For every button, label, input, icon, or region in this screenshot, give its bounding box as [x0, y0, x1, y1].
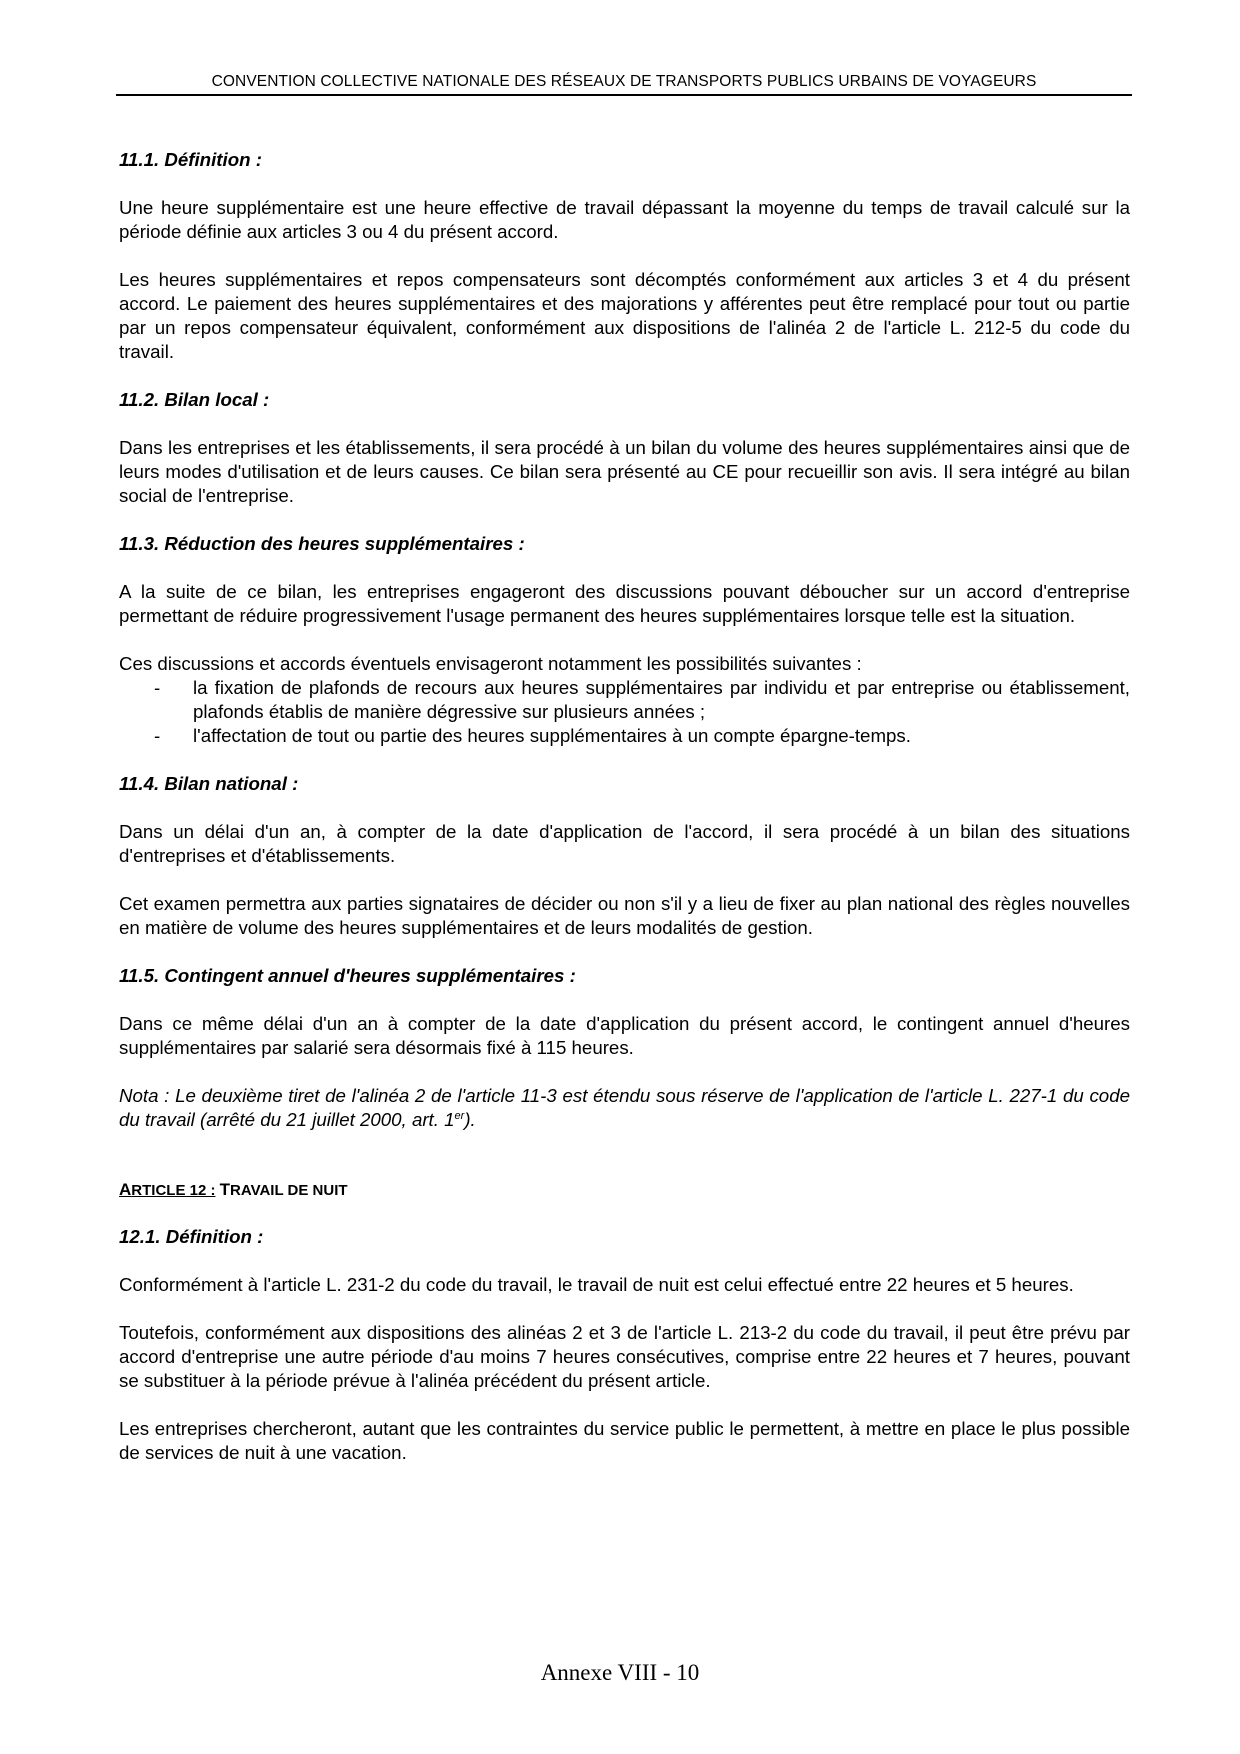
running-header: CONVENTION COLLECTIVE NATIONALE DES RÉSEAUX DE TRANSPORTS PUBLICS URBAINS DE VOYAGEURS	[211, 73, 1037, 90]
nota-text-end: ).	[464, 1109, 476, 1130]
document-body	[119, 148, 1130, 1465]
paragraph: Dans ce même délai d'un an à compter de la date d'application du présent accord, le contingent annuel d'heures supplémentaires par salarié sera désormais fixé à 115 heures.	[119, 1013, 1130, 1058]
section-heading-11-3: 11.3. Réduction des heures supplémentaires :	[119, 533, 525, 554]
bullet-list	[119, 676, 1130, 748]
paragraph: Une heure supplémentaire est une heure effective de travail dépassant la moyenne du temps de travail calculé sur la période définie aux articles 3 ou 4 du présent accord.	[119, 197, 1130, 242]
page-footer: Annexe VIII - 10	[540, 1660, 700, 1685]
article-12-title	[119, 1180, 1130, 1201]
list-item-text: la fixation de plafonds de recours aux heures supplémentaires par individu et par entreprise ou établissement, plafonds établis de manière dégressive sur plusieurs années ;	[193, 677, 1130, 722]
paragraph: Dans les entreprises et les établissements, il sera procédé à un bilan du volume des heures supplémentaires ainsi que de leurs modes d'utilisation et de leurs causes. Ce bilan sera présenté au CE pour recueillir son avis. Il sera intégré au bilan social de l'entreprise.	[119, 437, 1130, 506]
dash-marker: -	[154, 677, 161, 698]
paragraph: Ces discussions et accords éventuels envisageront notamment les possibilités suivantes :	[119, 653, 862, 674]
paragraph: Toutefois, conformément aux dispositions des alinéas 2 et 3 de l'article L. 213-2 du code du travail, il peut être prévu par accord d'entreprise une autre période d'au moins 7 heures consécutives, comprise entre 22 heures et 7 heures, pouvant se substituer à la période prévue à l'alinéa précédent du présent article.	[119, 1322, 1130, 1391]
dash-marker: -	[154, 725, 161, 746]
section-heading-12-1: 12.1. Définition :	[119, 1226, 264, 1247]
section-heading-11-5: 11.5. Contingent annuel d'heures supplémentaires :	[119, 965, 576, 986]
article-name: TRAVAIL DE NUIT	[219, 1180, 348, 1199]
list-item	[119, 724, 1130, 748]
nota-text: Nota : Le deuxième tiret de l'alinéa 2 de l'article 11-3 est étendu sous réserve de l'application de l'article L. 227-1 du code du travail (arrêté du 21 juillet 2000, art. 1	[119, 1085, 1130, 1130]
paragraph: Dans un délai d'un an, à compter de la date d'application de l'accord, il sera procédé à un bilan des situations d'entreprises et d'établissements.	[119, 821, 1130, 866]
list-item	[119, 676, 1130, 724]
section-heading-11-2: 11.2. Bilan local :	[119, 389, 270, 410]
paragraph: Les heures supplémentaires et repos compensateurs sont décomptés conformément aux articles 3 et 4 du présent accord. Le paiement des heures supplémentaires et des majorations y afférentes peut être remplacé pour tout ou partie par un repos compensateur équivalent, conformément aux dispositions de l'alinéa 2 de l'article L. 212-5 du code du travail.	[119, 269, 1130, 362]
article-label: ARTICLE 12 :	[119, 1180, 216, 1199]
section-heading-11-4: 11.4. Bilan national :	[119, 773, 299, 794]
section-heading-11-1: 11.1. Définition :	[119, 149, 262, 170]
header-rule	[116, 94, 1132, 96]
paragraph: Les entreprises chercheront, autant que les contraintes du service public le permettent, à mettre en place le plus possible de services de nuit à une vacation.	[119, 1418, 1130, 1463]
paragraph: A la suite de ce bilan, les entreprises engageront des discussions pouvant déboucher sur un accord d'entreprise permettant de réduire progressivement l'usage permanent des heures supplémentaires lorsque telle est la situation.	[119, 581, 1130, 626]
list-item-text: l'affectation de tout ou partie des heures supplémentaires à un compte épargne-temps.	[193, 725, 911, 746]
nota-superscript: er	[454, 1109, 465, 1122]
paragraph: Cet examen permettra aux parties signataires de décider ou non s'il y a lieu de fixer au plan national des règles nouvelles en matière de volume des heures supplémentaires et de leurs modalités de gestion.	[119, 893, 1130, 938]
nota-paragraph	[119, 1084, 1130, 1132]
paragraph: Conformément à l'article L. 231-2 du code du travail, le travail de nuit est celui effectué entre 22 heures et 5 heures.	[119, 1274, 1074, 1295]
